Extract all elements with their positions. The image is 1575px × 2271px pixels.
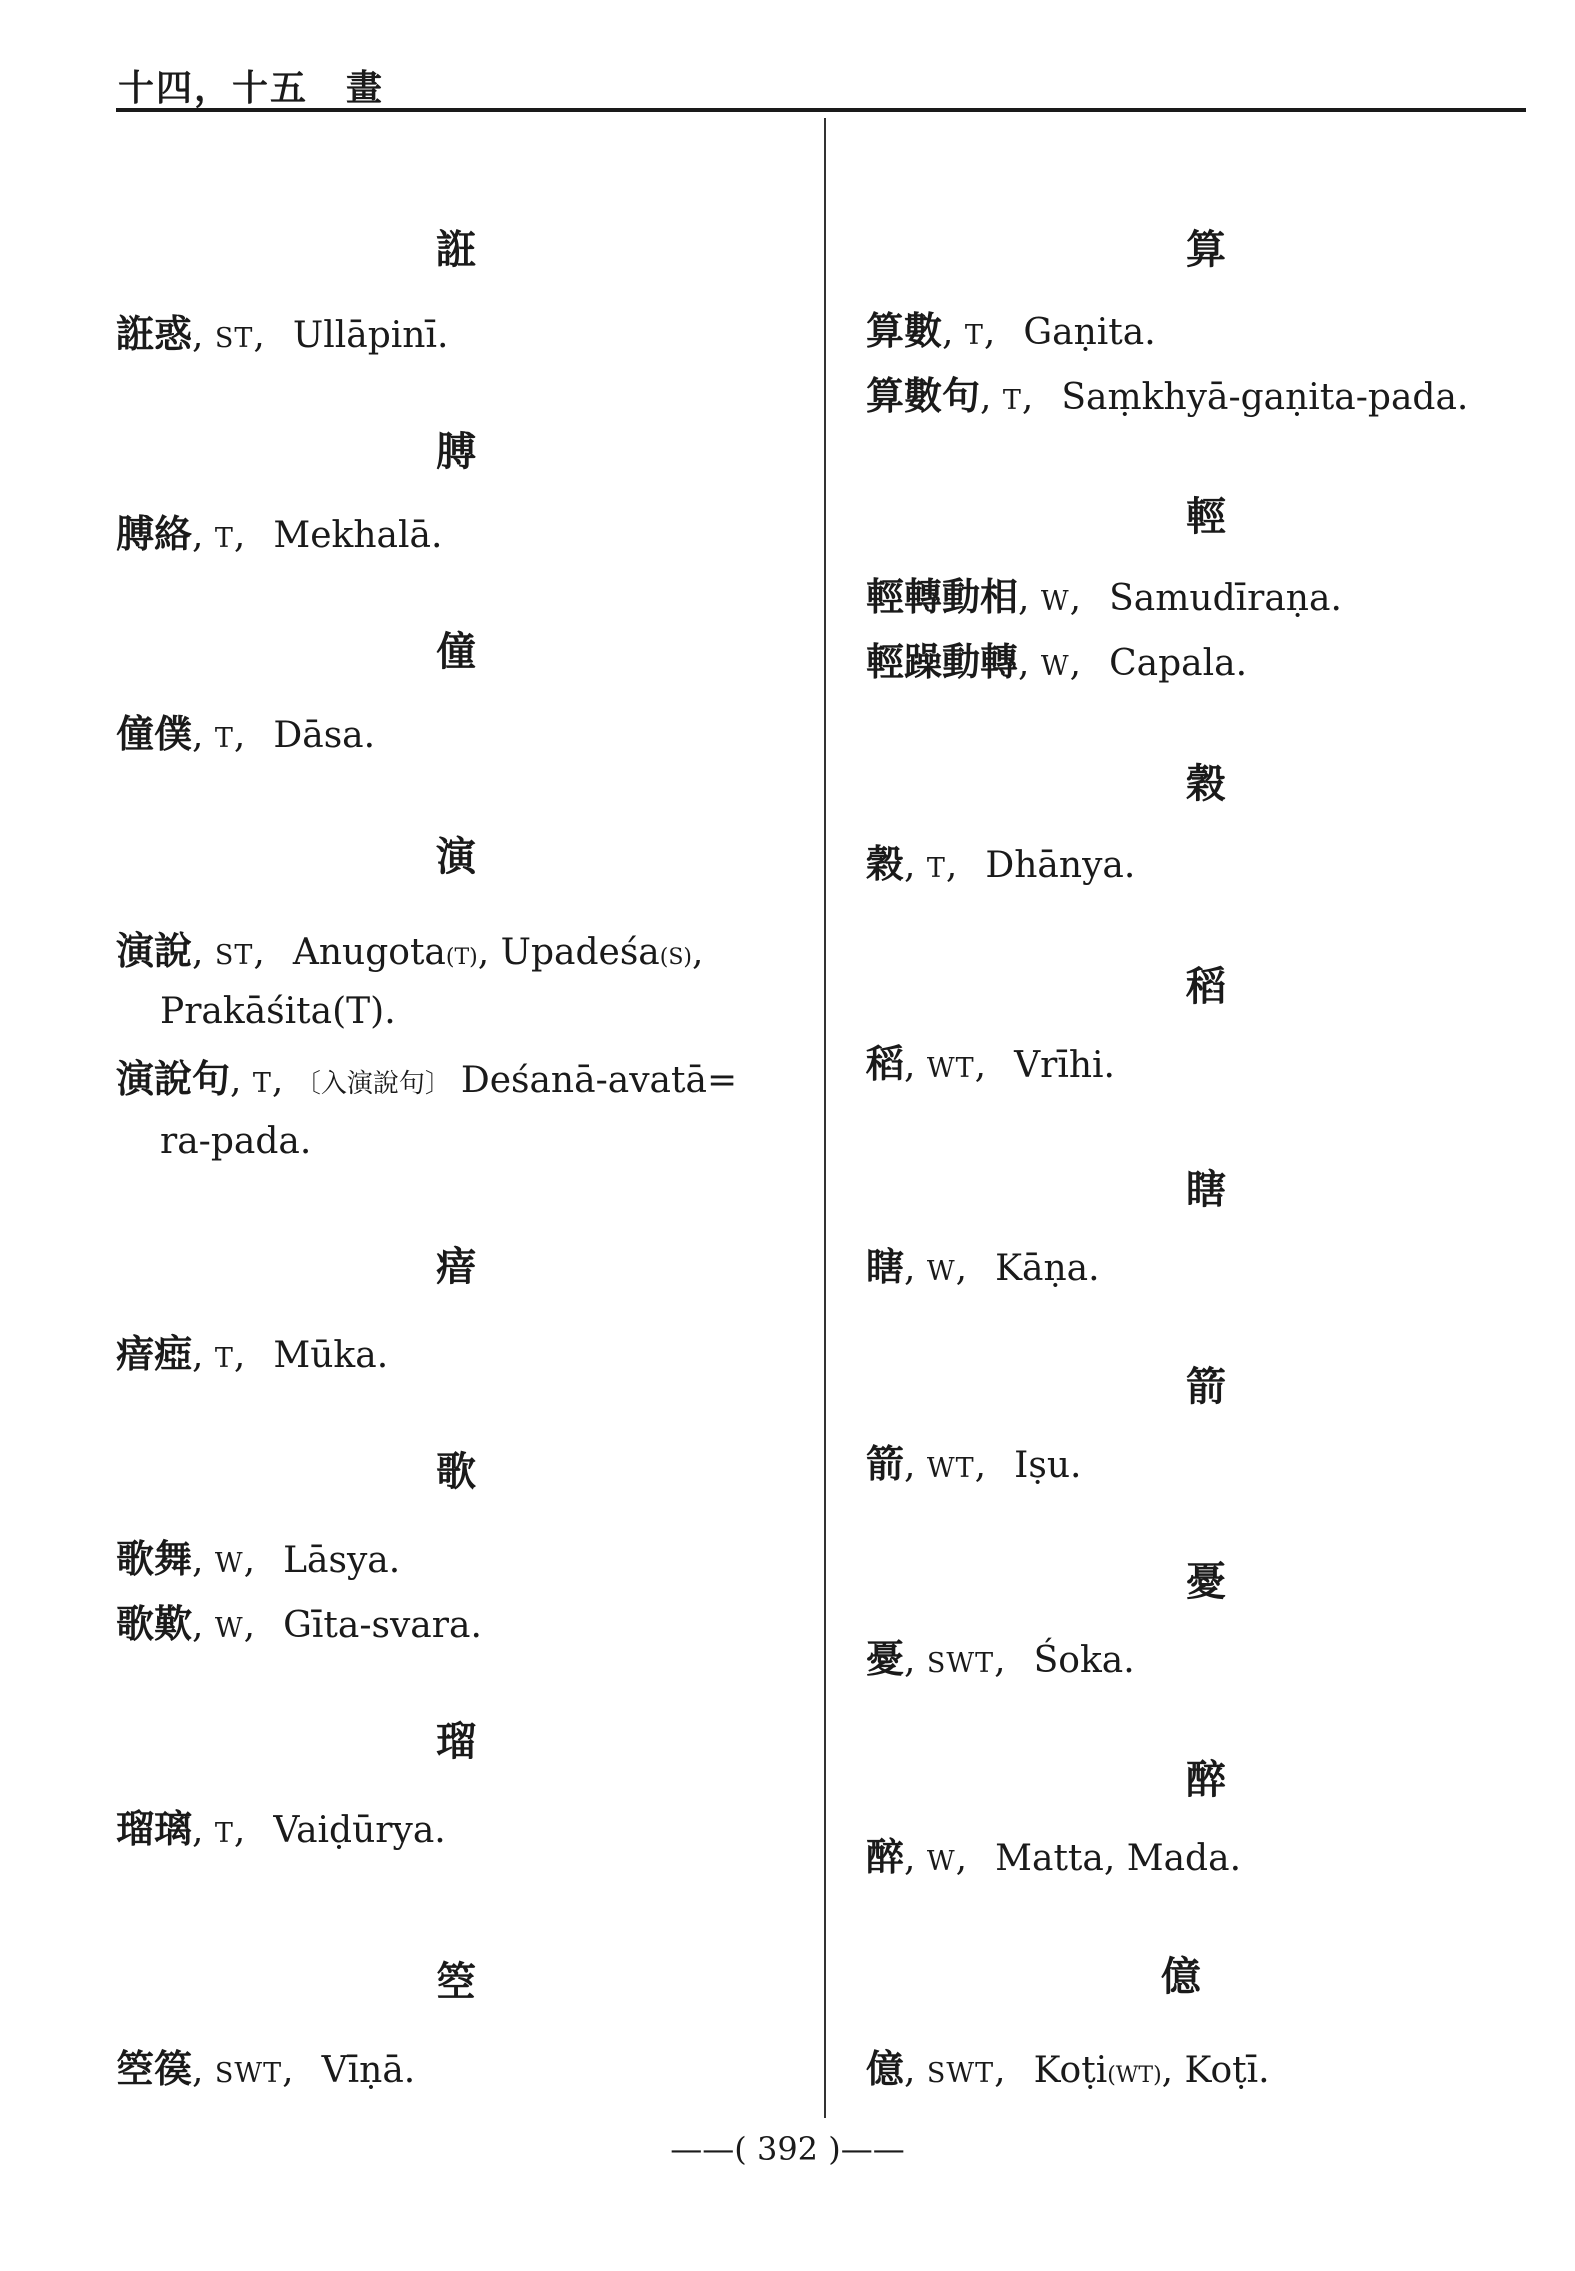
entry-sanskrit: Mekhalā. [273,515,443,556]
entry-continuation: ra-pada. [160,1121,312,1162]
entry-term: 穀 [866,841,905,886]
entry-source: T [214,723,234,754]
entry-term: 演說 [116,928,193,973]
entry-term: 歌舞 [116,1536,193,1581]
entry-source: WT [926,1453,975,1484]
entry-term: 憂 [866,1636,905,1681]
entry-sanskrit: Dāsa. [273,715,376,756]
entry-sanskrit: Kāṇa. [995,1248,1100,1289]
dictionary-entry: 歌歎, W, Gīta-svara. [116,1601,482,1646]
entry-source: T [1002,385,1022,416]
entry-source: W [1040,651,1070,682]
entry-term: 瑠璃 [116,1806,193,1851]
entry-sanskrit: Matta, Mada. [995,1838,1242,1879]
dictionary-entry: 瑠璃, T, Vaiḍūrya. [116,1806,446,1851]
dictionary-entry: 誑惑, ST, Ullāpinī. [116,311,449,356]
entry-continuation: Prakāśita(T). [160,991,396,1032]
dictionary-entry: 歌舞, W, Lāsya. [116,1536,401,1581]
entry-source: W [214,1613,244,1644]
page-header: 十四，十五 畫 [118,67,385,109]
entry-source: SWT [926,2058,995,2089]
entry-source: W [214,1548,244,1579]
dictionary-entry: 億, SWT, Koṭi(WT), Koṭī. [866,2046,1270,2091]
entry-source: W [1040,586,1070,617]
entry-term: 算數句 [866,373,981,418]
entry-source: T [214,1818,234,1849]
dictionary-entry: 瞎, W, Kāṇa. [866,1244,1100,1289]
dictionary-entry: 稻, WT, Vrīhi. [866,1041,1115,1086]
entry-term: 瘖瘂 [116,1331,193,1376]
dictionary-entry: 算數句, T, Saṃkhyā-gaṇita-pada. [866,373,1469,418]
entry-sanskrit: Vīṇā. [321,2050,416,2091]
entry-sanskrit: Capala. [1109,643,1248,684]
head-character: 穀 [1186,760,1226,807]
entry-source: W [926,1256,956,1287]
dictionary-entry: 醉, W, Matta, Mada. [866,1834,1242,1879]
entry-source: SWT [214,2058,283,2089]
head-character: 算 [1186,226,1226,273]
entry-term: 輕躁動轉 [866,639,1019,684]
entry-source: T [214,1343,234,1374]
entry-sanskrit: Deśanā-avatā= [460,1060,738,1101]
entry-source: T [214,523,234,554]
entry-sanskrit: Mūka. [273,1335,389,1376]
entry-source: WT [926,1053,975,1084]
dictionary-entry: 膊絡, T, Mekhalā. [116,511,443,556]
entry-sanskrit: Vaiḍūrya. [273,1810,446,1851]
head-character: 箜 [436,1958,476,2005]
entry-term: 醉 [866,1834,905,1879]
head-character: 歌 [436,1448,476,1495]
entry-source: T [252,1068,272,1099]
entry-source: SWT [926,1648,995,1679]
entry-source: ST [214,940,254,971]
entry-term: 歌歎 [116,1601,193,1646]
entry-term: 箭 [866,1441,905,1486]
entry-sanskrit: Koṭi(WT), Koṭī. [1033,2050,1270,2091]
head-character: 瑠 [436,1718,476,1765]
entry-sanskrit: Dhānya. [985,845,1136,886]
entry-term: 稻 [866,1041,905,1086]
entry-sanskrit: Gaṇita. [1023,312,1156,353]
dictionary-entry: 箭, WT, Iṣu. [866,1441,1082,1486]
entry-term: 箜篌 [116,2046,193,2091]
head-character: 輕 [1186,493,1226,540]
dictionary-entry: 算數, T, Gaṇita. [866,308,1156,353]
entry-term: 僮僕 [116,711,193,756]
entry-source: T [964,320,984,351]
dictionary-entry: 憂, SWT, Śoka. [866,1636,1135,1681]
entry-term: 演說句 [116,1056,231,1101]
head-character: 瞎 [1186,1166,1226,1213]
entry-term: 膊絡 [116,511,193,556]
entry-sanskrit: Iṣu. [1014,1445,1082,1486]
entry-sanskrit: Ullāpinī. [292,315,449,356]
entry-term: 瞎 [866,1244,905,1289]
entry-sanskrit: Gīta-svara. [283,1605,482,1646]
column-divider [824,118,826,2118]
dictionary-entry: 瘖瘂, T, Mūka. [116,1331,389,1376]
head-character: 億 [1161,1953,1201,2000]
entry-sanskrit: Vrīhi. [1014,1045,1115,1086]
entry-sanskrit: Samudīraṇa. [1109,578,1342,619]
dictionary-entry: 僮僕, T, Dāsa. [116,711,376,756]
dictionary-entry: 輕轉動相, W, Samudīraṇa. [866,574,1342,619]
head-character: 僮 [436,628,476,675]
head-character: 憂 [1186,1558,1226,1605]
head-character: 演 [436,833,476,880]
entry-sanskrit: Saṃkhyā-gaṇita-pada. [1061,377,1469,418]
entry-sanskrit: Lāsya. [283,1540,401,1581]
entry-term: 誑惑 [116,311,193,356]
entry-source: T [926,853,946,884]
head-character: 醉 [1186,1756,1226,1803]
page-number: ——( 392 )—— [670,2130,905,2168]
head-character: 誑 [436,226,476,273]
dictionary-entry: 演說句, T, 〔入演說句〕 Deśanā-avatā= [116,1056,738,1101]
head-character: 膊 [436,428,476,475]
entry-term: 算數 [866,308,943,353]
dictionary-entry: 穀, T, Dhānya. [866,841,1136,886]
head-character: 箭 [1186,1363,1226,1410]
entry-source: W [926,1846,956,1877]
dictionary-entry: 箜篌, SWT, Vīṇā. [116,2046,416,2091]
entry-source: ST [214,323,254,354]
header-rule [116,108,1526,112]
dictionary-entry: 演說, ST, Anugota(T), Upadeśa(S), [116,928,704,973]
dictionary-entry: 輕躁動轉, W, Capala. [866,639,1248,684]
head-character: 稻 [1186,963,1226,1010]
entry-term: 億 [866,2046,905,2091]
entry-sanskrit: Śoka. [1033,1640,1135,1681]
entry-note: 〔入演說句〕 [294,1069,451,1099]
head-character: 瘖 [436,1243,476,1290]
entry-term: 輕轉動相 [866,574,1019,619]
entry-sanskrit: Anugota(T), Upadeśa(S), [292,932,704,973]
